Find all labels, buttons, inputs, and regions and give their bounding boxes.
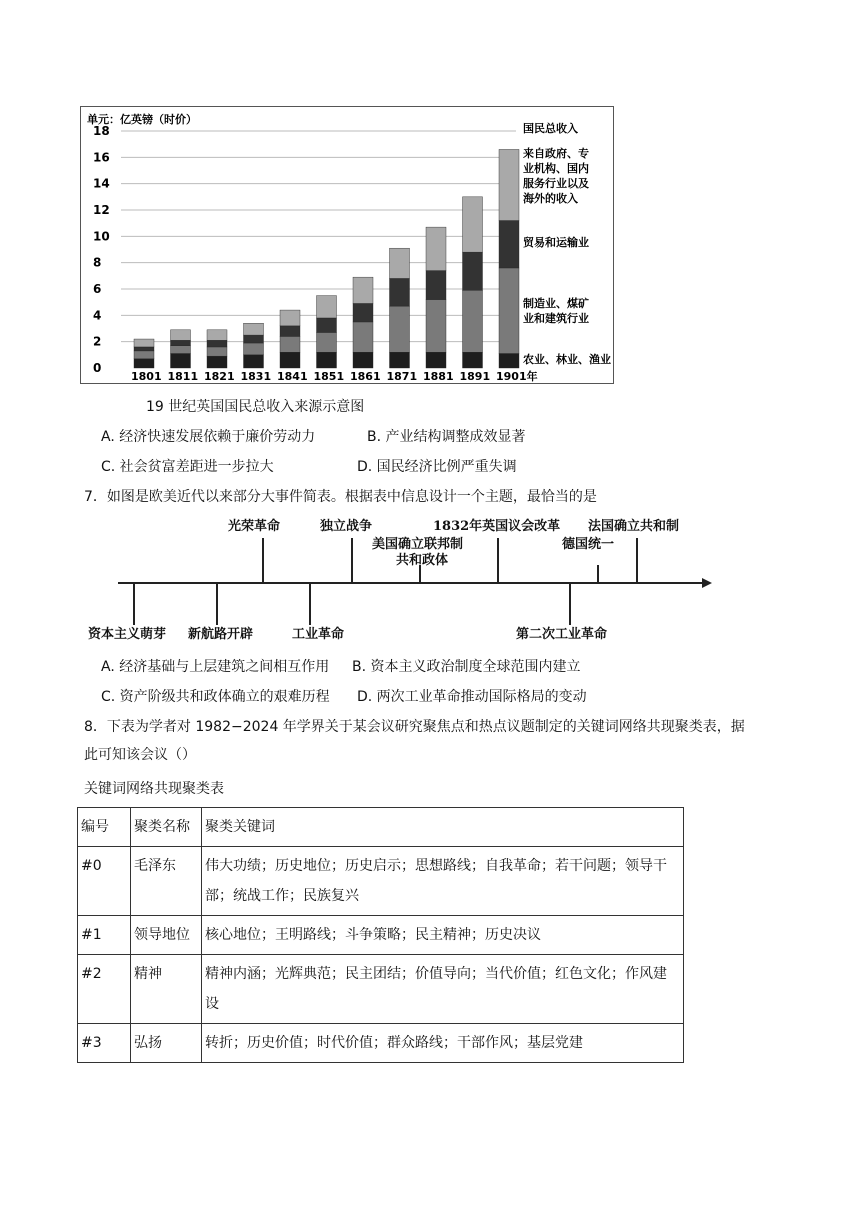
bar-segment [207, 330, 227, 341]
bar-segment [317, 352, 337, 368]
bar-segment [499, 268, 519, 354]
legend-label: 贸易和运输业 [523, 236, 589, 249]
q6-option-d: D. 国民经济比例严重失调 [357, 459, 517, 475]
bar-segment [463, 252, 483, 290]
y-tick-label: 0 [93, 361, 102, 375]
bar-segment [244, 355, 264, 368]
bar-segment [134, 359, 154, 368]
q7-option-b: B. 资本主义政治制度全球范围内建立 [352, 659, 581, 675]
timeline-event-republic: 共和政体 [396, 553, 449, 568]
events-timeline [80, 510, 720, 650]
y-tick-label: 6 [93, 282, 102, 296]
legend-total: 国民总收入 [523, 122, 578, 135]
q6-option-a: A. 经济快速发展依赖于廉价劳动力 [101, 429, 316, 445]
bar-segment [426, 227, 446, 270]
bar-segment [244, 323, 264, 335]
income-chart [80, 106, 614, 384]
bar-segment [390, 278, 410, 306]
bar-segment [463, 352, 483, 368]
bar-segment [499, 221, 519, 268]
x-tick-label: 1861 [350, 370, 381, 383]
y-tick-label: 10 [93, 229, 110, 244]
bar-segment [426, 300, 446, 353]
x-tick-label: 1831 [240, 370, 272, 383]
bar-segment [463, 290, 483, 352]
table-row [78, 847, 684, 916]
legend-label: 业和建筑行业 [523, 312, 589, 325]
cell-id: #2 [78, 955, 131, 1024]
legend-label: 服务行业以及 [523, 177, 589, 190]
table-header-row [78, 808, 684, 847]
timeline-event-second-industrial-revolution: 第二次工业革命 [516, 627, 608, 642]
keyword-cluster-table [77, 807, 684, 1063]
timeline-event-german-unification: 德国统一 [562, 537, 615, 552]
bar-segment [317, 296, 337, 318]
table-row [78, 916, 684, 955]
cell-id: #0 [78, 847, 131, 916]
bar-segment [390, 306, 410, 352]
table-row [78, 955, 684, 1024]
q8-table-title: 关键词网络共现聚类表 [84, 781, 224, 797]
header-cluster-name: 聚类名称 [131, 808, 202, 847]
cell-id: #1 [78, 916, 131, 955]
timeline-event-industrial-revolution: 工业革命 [292, 627, 345, 642]
x-tick-label: 1901年 [496, 370, 538, 383]
header-keywords: 聚类关键词 [202, 808, 684, 847]
bar-segment [353, 352, 373, 368]
bar-segment [207, 356, 227, 368]
legend-label: 农业、林业、渔业 [523, 353, 611, 366]
timeline-event-new-sea-route: 新航路开辟 [188, 627, 254, 642]
bar-segment [171, 346, 191, 354]
bar-segment [280, 326, 300, 337]
x-tick-label: 1851 [313, 370, 345, 383]
bar-segment [499, 149, 519, 220]
q8-stem-line1: 8．下表为学者对 1982−2024 年学界关于某会议研究聚焦点和热点议题制定的关键词网络共现聚类表，据 [84, 719, 745, 735]
bar-segment [463, 197, 483, 252]
bar-segment [353, 322, 373, 352]
cell-cluster-name: 精神 [131, 955, 202, 1024]
y-tick-label: 4 [93, 308, 102, 323]
q6-option-c: C. 社会贫富差距进一步拉大 [101, 459, 274, 475]
cell-cluster-name: 领导地位 [131, 916, 202, 955]
bar-segment [244, 335, 264, 343]
bar-segment [207, 347, 227, 356]
chart-caption: 19 世纪英国国民总收入来源示意图 [146, 399, 365, 415]
bar-segment [280, 352, 300, 368]
bar-segment [134, 351, 154, 359]
bar-segment [317, 318, 337, 332]
bar-segment [426, 271, 446, 300]
bar-segment [390, 248, 410, 278]
bar-segment [171, 354, 191, 368]
bar-segment [280, 336, 300, 352]
cell-keywords: 精神内涵；光辉典范；民主团结；价值导向；当代价值；红色文化；作风建设 [202, 955, 684, 1024]
bar-segment [317, 332, 337, 352]
timeline-event-glorious-revolution: 光荣革命 [228, 519, 281, 534]
q8-stem-line2: 此可知该会议（） [84, 747, 196, 763]
legend-label: 业机构、国内 [523, 162, 589, 175]
x-tick-label: 1881 [423, 370, 454, 383]
bar-segment [390, 352, 410, 368]
bar-segment [207, 340, 227, 347]
bar-segment [353, 303, 373, 321]
bar-segment [499, 354, 519, 368]
bar-segment [171, 340, 191, 345]
cell-cluster-name: 弘扬 [131, 1024, 202, 1063]
y-tick-label: 16 [93, 150, 110, 165]
q7-stem: 7．如图是欧美近代以来部分大事件简表。根据表中信息设计一个主题，最恰当的是 [84, 489, 597, 505]
bar-segment [134, 347, 154, 351]
timeline-event-1832-reform: 1832年英国议会改革 [433, 519, 561, 534]
y-tick-label: 8 [93, 255, 102, 270]
q7-option-a: A. 经济基础与上层建筑之间相互作用 [101, 659, 330, 675]
y-tick-label: 2 [93, 334, 102, 349]
q7-option-d: D. 两次工业革命推动国际格局的变动 [357, 689, 587, 705]
bar-segment [353, 277, 373, 303]
q6-option-b: B. 产业结构调整成效显著 [367, 429, 526, 445]
bar-segment [426, 352, 446, 368]
cell-keywords: 伟大功绩；历史地位；历史启示；思想路线；自我革命；若干问题；领导干部；统战工作；民族复兴 [202, 847, 684, 916]
cell-cluster-name: 毛泽东 [131, 847, 202, 916]
bar-segment [171, 330, 191, 341]
timeline-event-us-federal: 美国确立联邦制 [372, 537, 464, 552]
legend-label: 海外的收入 [523, 192, 578, 205]
x-tick-label: 1891 [459, 370, 491, 383]
legend-label: 来自政府、专 [523, 147, 589, 160]
table-row [78, 1024, 684, 1063]
timeline-event-france-republic: 法国确立共和制 [588, 519, 680, 534]
bar-segment [134, 339, 154, 347]
chart-unit-label: 单元：亿英镑（时价） [87, 113, 197, 126]
income-chart-svg [81, 107, 613, 383]
bar-segment [280, 310, 300, 326]
x-tick-label: 1811 [167, 370, 199, 383]
cell-id: #3 [78, 1024, 131, 1063]
timeline-event-independence-war: 独立战争 [320, 519, 373, 534]
x-tick-label: 1841 [277, 370, 308, 383]
timeline-arrow [702, 578, 712, 588]
legend-label: 制造业、煤矿 [523, 297, 589, 310]
x-tick-label: 1801 [131, 370, 162, 383]
q7-option-c: C. 资产阶级共和政体确立的艰难历程 [101, 689, 330, 705]
x-tick-label: 1871 [386, 370, 418, 383]
cell-keywords: 转折；历史价值；时代价值；群众路线；干部作风；基层党建 [202, 1024, 684, 1063]
bar-segment [244, 343, 264, 355]
header-id: 编号 [78, 808, 131, 847]
timeline-event-capitalism-sprout: 资本主义萌芽 [88, 627, 167, 642]
y-tick-label: 12 [93, 203, 110, 217]
y-tick-label: 14 [93, 176, 110, 191]
x-tick-label: 1821 [204, 370, 235, 383]
cell-keywords: 核心地位；王明路线；斗争策略；民主精神；历史决议 [202, 916, 684, 955]
y-tick-label: 18 [93, 124, 110, 138]
